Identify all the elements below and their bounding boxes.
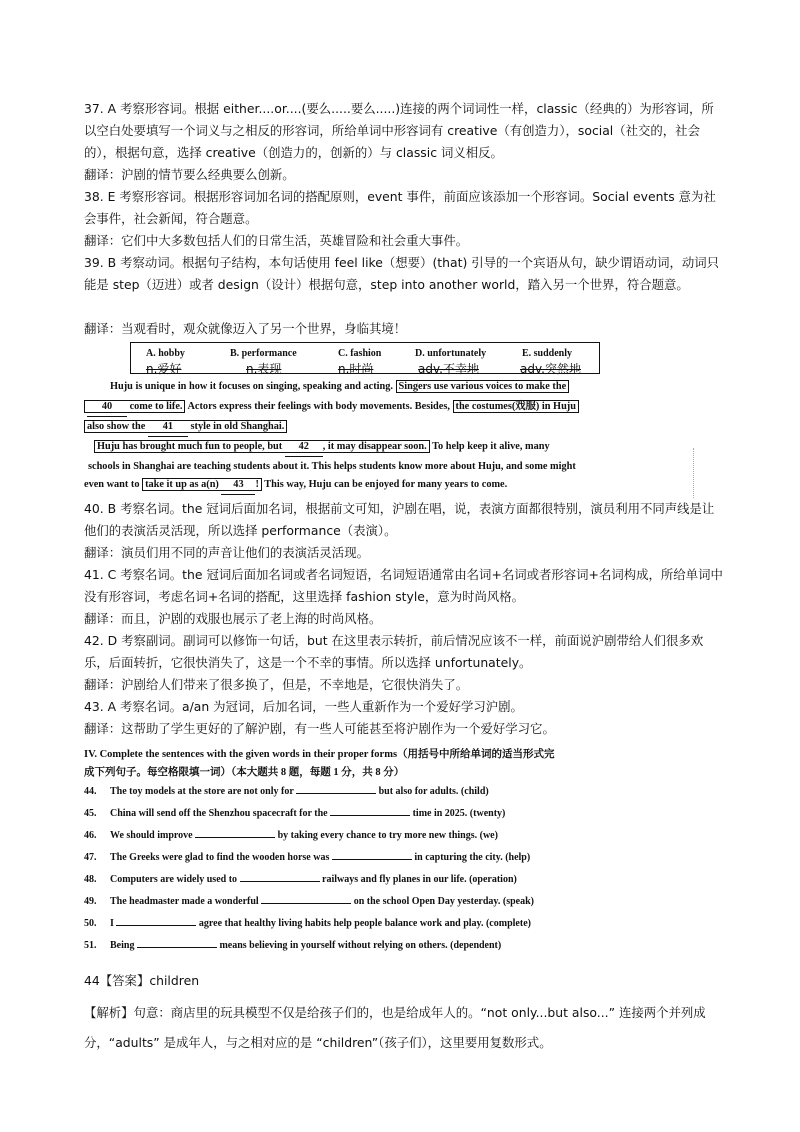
option-c: C. fashion bbox=[338, 348, 382, 359]
passage-boxed-costumes: the costumes(戏服) in Huju bbox=[453, 400, 579, 413]
answer-44-label: 44【答案】children bbox=[84, 973, 200, 988]
blank-42: 42 bbox=[285, 438, 323, 457]
scan-mark bbox=[693, 448, 695, 498]
answer-44-explanation: 【解析】句意：商店里的玩具模型不仅是给孩子们的，也是给成年人的。“not only...but also...” 连接两个并列成分，“adults” 是成年人，与之相对应的是 “children”（孩子们），这里要用复数形式。 bbox=[84, 1005, 706, 1050]
exercise-item-47: 47. The Greeks were glad to find the wooden horse was in capturing the city. (help) bbox=[84, 852, 531, 863]
q43-translation: 翻译：这帮助了学生更好的了解沪剧，有一些人可能甚至将沪剧作为一个爱好学习它。 bbox=[84, 721, 555, 736]
passage-line-6: even want to take it up as a(n) 43 ! This way, Huju can be enjoyed for many years to come. bbox=[84, 476, 684, 495]
exercise-item-51: 51. Being means believing in yourself without relying on others. (dependent) bbox=[84, 940, 502, 951]
q39-explanation: 39. B 考察动词。根据句子结构，本句话使用 feel like（想要）(that) 引导的一个宾语从句，缺少谓语动词，动词只能是 step（迈进）或者 design（设计）根据句意，step into another world，踏入另一个世界，符合题意。 bbox=[84, 255, 720, 292]
q40-explanation: 40. B 考察名词。the 冠词后面加名词，根据前文可知，沪剧在唱，说，表演方面都很特别，演员利用不同声线是让他们的表演活灵活现，所以选择 performance（表演）。 bbox=[84, 501, 715, 538]
blank-43: 43 bbox=[221, 476, 255, 495]
q41-translation: 翻译：而且，沪剧的戏服也展示了老上海的时尚风格。 bbox=[84, 611, 382, 626]
q37-explanation: 37. A 考察形容词。根据 either....or....(要么.....要么.....)连接的两个词词性一样，classic（经典的）为形容词，所以空白处要填写一个词义与之相反的形容词，所给单词中形容词有 creative（有创造力），social（社交的，社会的），根据句意，选择 creative（创造力的，创新的）与 classic 词义相反。 bbox=[84, 101, 714, 160]
section4-header-line-1: IV. Complete the sentences with the given words in their proper forms（用括号中所给单词的适当形式完 bbox=[84, 749, 555, 760]
option-a-note: n.爱好 bbox=[146, 362, 182, 376]
passage-line-3: also show the 41 style in old Shanghai. bbox=[84, 418, 654, 437]
passage-line-2: 40 come to life. Actors express their feelings with body movements. Besides, the costumes(戏服) in Huju bbox=[84, 398, 664, 417]
answer-blank[interactable] bbox=[240, 881, 320, 882]
blank-41: 41 bbox=[148, 418, 188, 437]
q38-translation: 翻译：它们中大多数包括人们的日常生活，英雄冒险和社会重大事件。 bbox=[84, 233, 469, 248]
q40-translation: 翻译：演员们用不同的声音让他们的表演活灵活现。 bbox=[84, 545, 369, 560]
q41-explanation: 41. C 考察名词。the 冠词后面加名词或者名词短语，名词短语通常由名词+名词或者形容词+名词构成，所给单词中没有形容词，考虑名词+名词的搭配，这里选择 fashion style，意为时尚风格。 bbox=[84, 567, 723, 604]
option-d-note: adv.不幸地 bbox=[418, 362, 479, 376]
option-d: D. unfortunately bbox=[415, 348, 487, 359]
answer-blank[interactable] bbox=[195, 837, 275, 838]
answer-blank[interactable] bbox=[116, 925, 196, 926]
exercise-item-45: 45. China will send off the Shenzhou spacecraft for the time in 2025. (twenty) bbox=[84, 808, 506, 819]
option-a: A. hobby bbox=[146, 348, 185, 359]
passage-line-5: schools in Shanghai are teaching students about it. This helps students know more about Huju, and some might bbox=[88, 461, 576, 472]
section4-header-line-2: 成下列句子。每空格限填一词）（本大题共 8 题，每题 1 分，共 8 分） bbox=[84, 767, 405, 778]
passage-line-1: Huju is unique in how it focuses on singing, speaking and acting. Singers use various voices to make the bbox=[110, 378, 650, 396]
q39-translation: 翻译：当观看时，观众就像迈入了另一个世界，身临其境！ bbox=[84, 321, 407, 336]
option-b-note: n.表现 bbox=[246, 362, 282, 376]
answer-blank[interactable] bbox=[330, 815, 410, 816]
passage-line-4: Huju has brought much fun to people, but 42 , it may disappear soon. To help keep it alive, many bbox=[94, 438, 674, 457]
option-e: E. suddenly bbox=[522, 348, 573, 359]
blank-40: 40 bbox=[87, 398, 127, 417]
passage-boxed-sentence-1: Singers use various voices to make the bbox=[396, 380, 570, 393]
exercise-item-49: 49. The headmaster made a wonderful on the school Open Day yesterday. (speak) bbox=[84, 896, 534, 907]
exercise-item-46: 46. We should improve by taking every chance to try more new things. (we) bbox=[84, 830, 498, 841]
option-c-note: n.时尚 bbox=[338, 362, 374, 376]
q43-explanation: 43. A 考察名词。a/an 为冠词，后加名词，一些人重新作为一个爱好学习沪剧。 bbox=[84, 699, 523, 714]
exercise-item-44: 44. The toy models at the store are not only for but also for adults. (child) bbox=[84, 786, 489, 797]
answer-blank[interactable] bbox=[137, 947, 217, 948]
option-b: B. performance bbox=[230, 348, 297, 359]
exercise-item-50: 50. I agree that healthy living habits help people balance work and play. (complete) bbox=[84, 918, 531, 929]
answer-blank[interactable] bbox=[332, 859, 412, 860]
q42-translation: 翻译：沪剧给人们带来了很多换了，但是，不幸地是，它很快消失了。 bbox=[84, 677, 469, 692]
q38-explanation: 38. E 考察形容词。根据形容词加名词的搭配原则，event 事件，前面应该添加一个形容词。Social events 意为社会事件，社会新闻，符合题意。 bbox=[84, 189, 716, 226]
answer-blank[interactable] bbox=[261, 903, 351, 904]
q42-explanation: 42. D 考察副词。副词可以修饰一句话，but 在这里表示转折，前后情况应该不一样，前面说沪剧带给人们很多欢乐，后面转折，它很快消失了，这是一个不幸的事情。所以选择 unfortunately。 bbox=[84, 633, 704, 670]
option-e-note: adv.突然地 bbox=[520, 362, 581, 376]
q37-translation: 翻译：沪剧的情节要么经典要么创新。 bbox=[84, 167, 295, 182]
exercise-item-48: 48. Computers are widely used to railways and fly planes in our life. (operation) bbox=[84, 874, 517, 885]
answer-blank[interactable] bbox=[296, 793, 376, 794]
